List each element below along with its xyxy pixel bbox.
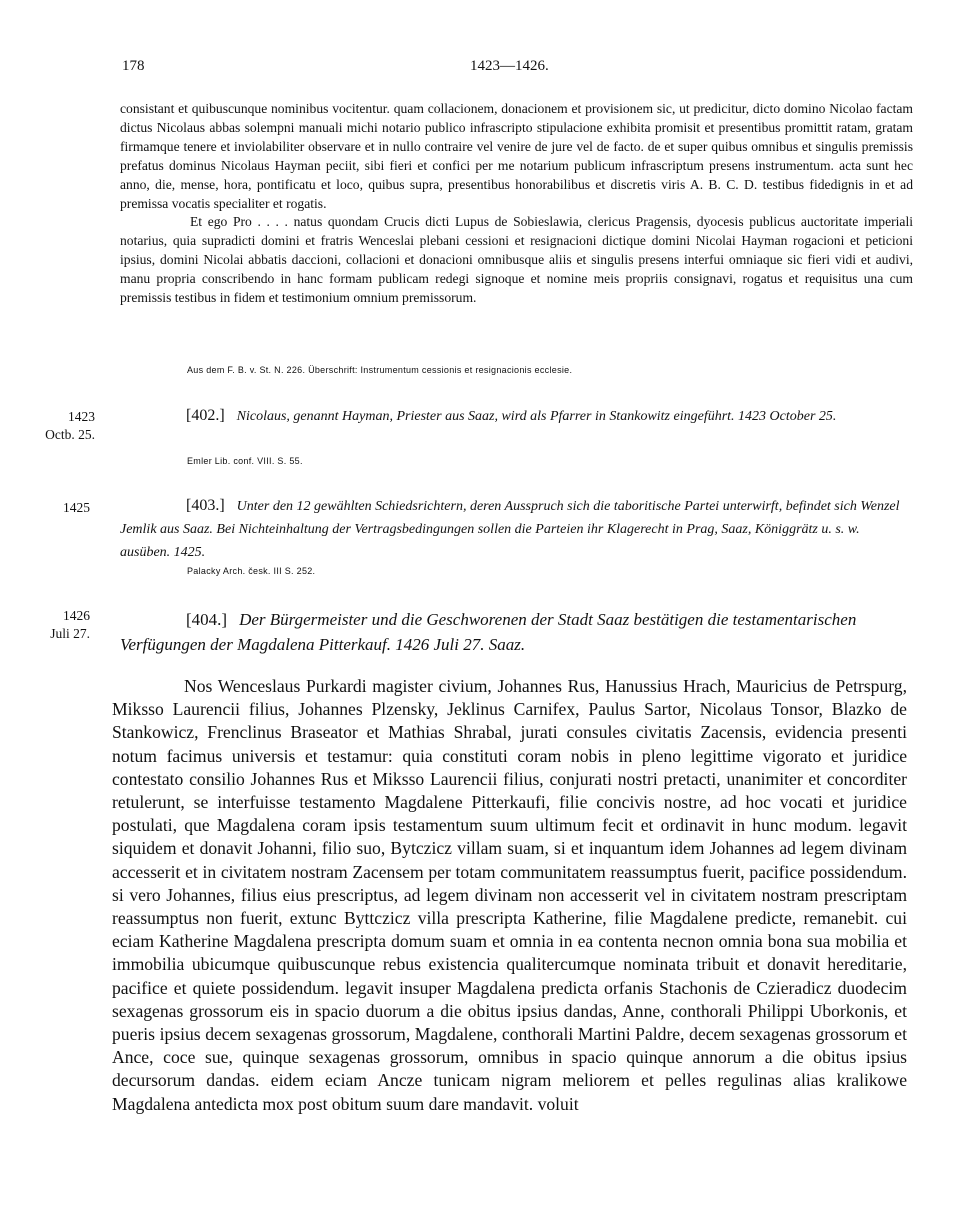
regest-text: Der Bürgermeister und die Geschworenen der Stadt Saaz bestätigen die testamentarischen Verfügungen der Magdalena Pitterkauf. 1426 Juli 27. Saaz. [120, 610, 857, 654]
entry-number: [402.] [186, 407, 225, 424]
regest-404 [120, 607, 913, 657]
source-note-402: Emler Lib. conf. VIII. S. 55. [187, 456, 303, 466]
regest-text: Nicolaus, genannt Hayman, Priester aus Saaz, wird als Pfarrer in Stankowitz eingeführt. 1423 October 25. [236, 409, 837, 424]
source-note-403: Palacky Arch. česk. III S. 252. [187, 566, 316, 576]
margin-day: Octb. 25. [45, 427, 95, 442]
paragraph-notary-clause: Et ego Pro . . . . natus quondam Crucis dicti Lupus de Sobieslawia, clericus Pragensis, dyocesis publicus auctoritate imperiali notarius, quia supradicti domini et fratris Wenceslai plebani cessioni et resignacioni dictique domini Nicolai Hayman rogacioni et peticioni ipsius, domini Nicolai abbatis daccioni, collacioni et donacioni omnibusque aliis et singulis presens interfui omniaque sic fieri vidi et audivi, manu propria conscribendo in hanc formam publicam redegi signoque et nomine meis propriis consignavi, rogatus et requisitus una cum premissis testibus in fidem et testimonium omnium premissorum. [120, 214, 913, 306]
margin-date-404 [10, 607, 90, 643]
entry-number: [403.] [186, 497, 225, 514]
source-note-401: Aus dem F. B. v. St. N. 226. Überschrift: Instrumentum cessionis et resignacionis ecclesie. [187, 365, 573, 375]
charter-paragraph: Nos Wenceslaus Purkardi magister civium, Johannes Rus, Hanussius Hrach, Mauricius de Petrspurg, Miksso Laurencii filius, Johannes Plzensky, Jeklinus Carnifex, Paulus Sartor, Nicolaus Tonsor, Blazko de Stankowicz, Frenclinus Braseator et Mathias Shrabal, jurati consules civitatis Zacensis, evidencia presenti notum facimus universis et testamur: quia constituti coram nobis in pleno legittime vigorato et juridice contestato consilio Johannes Rus et Miksso Laurencii filius, conjurati nostri pretacti, unanimiter et concorditer retulerunt, se interfuisse testamento Magdalene Pitterkaufi, filie concivis nostre, ad hoc vocati et juridice postulati, que Magdalena coram ipsis testamentum suum ultimum fecit et ordinavit in hunc modum. legavit siquidem et donavit Johanni, filio suo, Bytczicz villam suam, si et inquantum idem Johannes ad legem divinam accesserit et in civitatem nostram Zacensem per totam communitatem reassumptus fuerit, pacifice possidendum. si vero Johannes, filius eius prescriptus, ad legem divinam non accesserit vel in civitatem nostram prescriptam reassumptus non fuerit, extunc Byttczicz villa prescripta Katherine, filie Magdalene predicte, remanebit. cui eciam Katherine Magdalena prescripta domum suam et omnia in ea contenta necnon omnia bona sua mobilia et immobilia ubicumque quibuscunque rebus existencia qualitercumque nominata tribuit et donavit hereditarie, pacifice et quiete possidendum. legavit insuper Magdalena predicta orfanis Stachonis de Czieradicz duodecim sexagenas grossorum eis in spacio duorum a die obitus ipsius dandas, Anne, conthorali Philippi Uborkonis, et pueris ipsius decem sexagenas grossorum, Magdalene, conthorali Martini Paldre, decem sexagenas grossorum et Ance, coce sue, quinque sexagenas grossorum, omnibus in spacio quinque annorum a die obitus ipsius decursorum dandas. eidem eciam Ancze tunicam nigram meliorem et pelles regulinas alias kralikowe Magdalena antedicta mox post obitum suum dare mandavit. voluit [112, 676, 907, 1114]
margin-date-402 [15, 408, 95, 444]
entry-number: [404.] [186, 610, 228, 629]
margin-year: 1423 [68, 409, 95, 424]
regest-402 [120, 404, 913, 428]
paragraph-instrument-end: consistant et quibuscunque nominibus vocitentur. quam collacionem, donacionem et provisionem sic, ut predicitur, dicto domino Nicolao factam dictus Nicolaus abbas solempni manuali michi notario publico infrascripto stipulacione exhibita promisit et presentibus promittit ratam, gratam firmamque tenere et inviolabiliter observare et in nullo contraire vel venire de jure vel de facto. de et super quibus omnibus et singulis premissis prefatus dominus Nicolaus Hayman peciit, sibi fieri et confici per me notarium publicum infrascriptum presens instrumentum. acta sunt hec anno, die, mense, hora, pontificatu et loco, quibus supra, presentibus honorabilibus et discretis viris A. B. C. D. testibus fidedignis in et ad premissa vocatis specialiter et rogatis. [120, 101, 913, 211]
regest-403 [120, 494, 913, 564]
margin-year: 1426 [63, 608, 90, 623]
document-continuation [120, 100, 913, 308]
regest-text: Unter den 12 gewählten Schiedsrichtern, deren Ausspruch sich die taboritische Partei unterwirft, befindet sich Wenzel Jemlik aus Saaz. Bei Nichteinhaltung der Vertragsbedingungen sollen die Parteien ihr Klagerecht in Prag, Saaz, Königgrätz u. s. w. ausüben. 1425. [120, 499, 900, 560]
margin-date-403 [10, 499, 90, 517]
charter-text-404 [112, 675, 907, 1116]
margin-day: Juli 27. [50, 626, 90, 641]
page-number: 178 [122, 58, 145, 74]
margin-year: 1425 [63, 500, 90, 515]
running-head: 1423—1426. [470, 58, 549, 74]
